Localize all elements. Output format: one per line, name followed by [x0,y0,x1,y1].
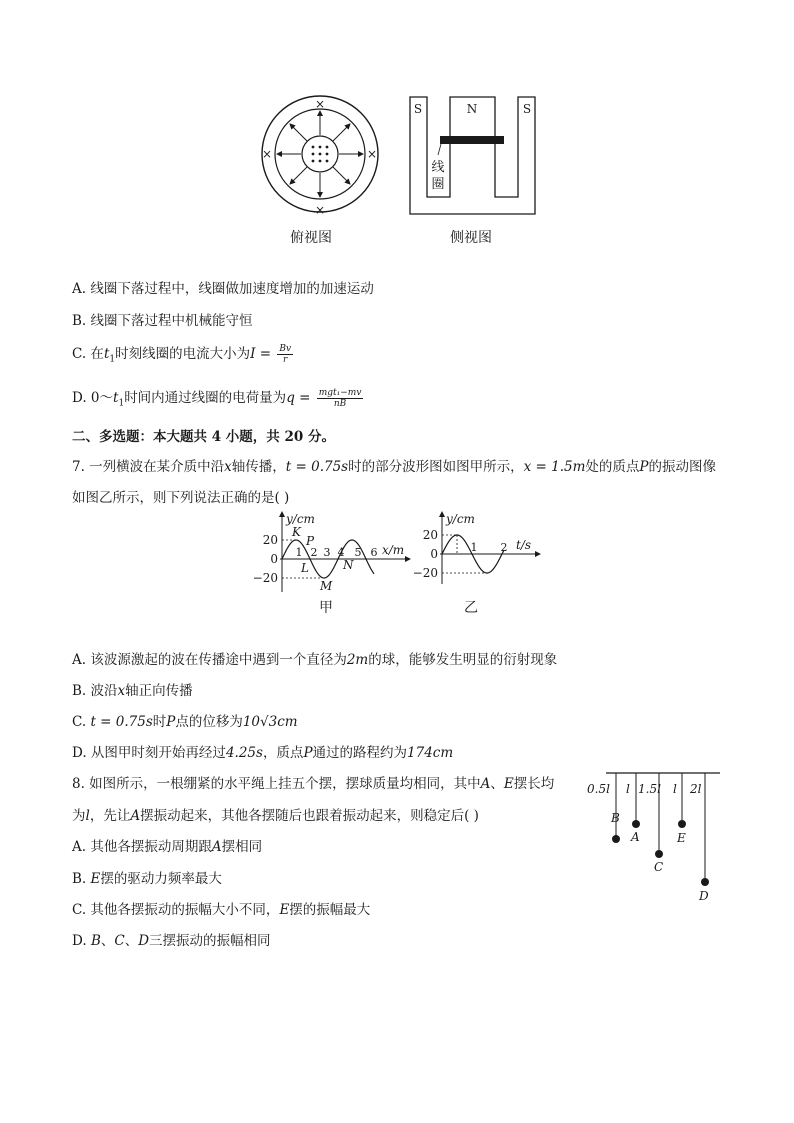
vibration-graph-yi [412,508,542,588]
jia-point-P: P [306,534,315,548]
jia-caption: 甲 [319,600,333,616]
coil-label-1: 线 [431,160,445,175]
side-view-figure [405,95,540,217]
field-dots [312,146,329,163]
q8-stem-line1: 8. 如图所示，一根绷紧的水平绳上挂五个摆，摆球质量均相同，其中A、E摆长均 [72,776,555,792]
jia-xlabel: x/m [382,543,405,557]
cross-bottom: × [314,203,326,217]
wave-graph-jia [252,508,412,600]
q8-option-d: D. B、C、D三摆振动的振幅相同 [72,933,271,949]
cross-top: × [314,97,326,111]
jia-tick-3: 3 [323,546,331,559]
pole-s-right: S [522,102,532,116]
ball-label-D: D [699,889,709,903]
jia-point-L: L [301,561,309,575]
coil-label-2: 圈 [431,177,445,192]
jia-tick-6: 6 [370,546,378,559]
pendulum-E [678,773,686,828]
q6-option-a: A. 线圈下落过程中，线圈做加速度增加的加速运动 [72,281,374,297]
q8-option-c: C. 其他各摆振动的振幅大小不同，E摆的振幅最大 [72,902,371,918]
yi-y-zero: 0 [430,547,438,561]
yi-xlabel: t/s [516,538,532,552]
jia-y-pos: 20 [262,533,278,547]
q7-option-b: B. 波沿x轴正向传播 [72,683,193,699]
jia-point-K: K [292,525,301,539]
q8-stem-line2: 为l，先让A摆振动起来，其他各摆随后也跟着振动起来，则稳定后( ) [72,808,479,824]
q6-option-b: B. 线圈下落过程中机械能守恒 [72,313,253,329]
yi-caption: 乙 [464,600,478,616]
q6-option-d: D. $0\sim t_1$时间内通过线圈的电荷量为q = $\frac{\text{mgt₁−mv}}{nB}$ [72,388,362,409]
len-label-A: l [626,782,630,796]
len-label-D: 2l [690,782,702,796]
jia-y-zero: 0 [270,552,278,566]
pendulum-D [701,773,709,886]
q7-stem-line1: 7. 一列横波在某介质中沿x轴传播，t = 0.75s时的部分波形图如图甲所示，x = 1.5m处的质点P的振动图像 [72,459,716,475]
len-label-B: 0.5l [587,782,610,796]
yi-y-neg: −20 [412,566,438,580]
yi-tick-2: 2 [500,541,508,554]
pendulum-figure [584,768,724,908]
yi-tick-1: 1 [470,541,478,554]
q7-option-c: C. t = 0.75s时P点的位移为10√3cm [72,714,298,730]
coil-leader-line [438,144,441,155]
cross-left: × [261,147,273,161]
section-2-heading: 二、多选题：本大题共 4 小题，共 20 分。 [72,429,335,445]
jia-point-N: N [343,558,354,572]
pole-n: N [466,102,478,116]
pole-s-left: S [413,102,423,116]
ball-label-B: B [611,811,620,825]
jia-tick-5: 5 [354,546,362,559]
q7-stem-line2: 如图乙所示，则下列说法正确的是( ) [72,490,290,506]
jia-ylabel: y/cm [286,512,315,526]
q7-option-a: A. 该波源激起的波在传播途中遇到一个直径为2m的球，能够发生明显的衍射现象 [72,652,558,668]
q7-option-d: D. 从图甲时刻开始再经过4.25s，质点P通过的路程约为174cm [72,745,454,761]
jia-tick-1: 1 [295,546,303,559]
jia-y-neg: −20 [252,571,278,585]
top-view-figure [255,95,385,220]
ball-label-C: C [654,860,664,874]
top-view-caption: 俯视图 [290,230,332,246]
jia-tick-4: 4 [337,546,345,559]
yi-ylabel: y/cm [446,512,475,526]
pendulum-B [612,773,620,843]
q8-option-b: B. E摆的驱动力频率最大 [72,871,222,887]
q6-option-c: C. 在$t_1$时刻线圈的电流大小为I = $\frac{Bv}{r}$ [72,344,292,365]
ball-label-E: E [677,831,686,845]
q8-option-a: A. 其他各摆振动周期跟A摆相同 [72,839,263,855]
len-label-C: 1.5l [638,782,661,796]
coil-bar [440,136,504,144]
yi-y-pos: 20 [422,528,438,542]
jia-tick-2: 2 [310,546,318,559]
jia-point-M: M [320,579,333,593]
cross-right: × [366,147,378,161]
side-view-caption: 侧视图 [450,230,492,246]
len-label-E: l [673,782,677,796]
ball-label-A: A [631,830,640,844]
